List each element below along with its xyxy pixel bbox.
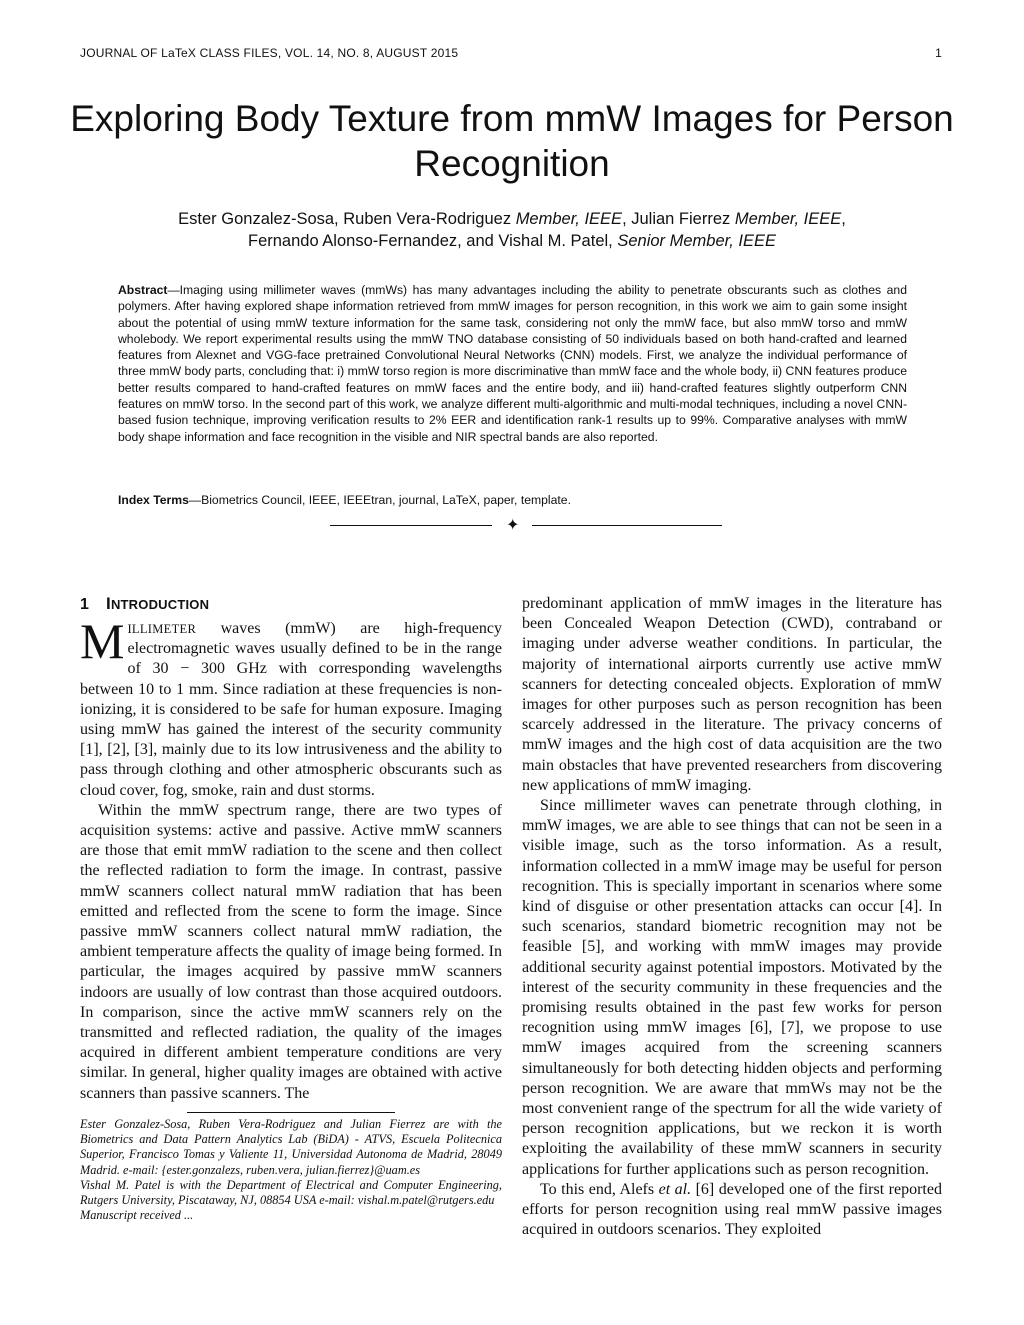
index-terms-text: —Biometrics Council, IEEE, IEEEtran, journal, LaTeX, paper, template. [188, 493, 571, 507]
author-names-1: Ester Gonzalez-Sosa, Ruben Vera-Rodriguez [178, 210, 512, 228]
running-head [80, 46, 942, 60]
intro-paragraph-4: Since millimeter waves can penetrate through clothing, in mmW images, we are able to see things that can not be seen in a visible image, such as the torso information. As a result, information collected in a mmW image may be useful for person recognition. This is specially important in scenarios where some kind of disguise or other presentation attacks can occur [4]. In such scenarios, standard biometric recognition may not be feasible [5], and working with mmW images may provide additional security against potential impostors. Motivated by the interest of the security community in these frequencies and the promising results obtained in the past few works for person recognition using mmW images [6], [7], we propose to use mmW images acquired from the screening scanners simultaneously for both detecting hidden objects and performing person recognition. We are aware that mmWs may not be the most convenient range of the spectrum for all the wide variety of person recognition applications, but we reckon it is worth exploiting the availability of these mmW scanners in security applications for further applications such as person recognition. [522, 797, 942, 1178]
section-heading-introduction [80, 594, 502, 615]
intro-paragraph-5-text-b: [6] developed one of the first reported efforts for person recognition using real mmW passive images acquired in outdoors scenarios. They exploited [522, 1180, 942, 1239]
section-title-initial: I [106, 594, 111, 613]
drop-cap: M [80, 613, 125, 669]
abstract-label: Abstract [118, 283, 168, 297]
paper-title: Exploring Body Texture from mmW Images for Person Recognition [70, 98, 954, 184]
intro-paragraph-2: Within the mmW spectrum range, there are two types of acquisition systems: active and passive. Active mmW scanners are those that emit mmW radiation to the scene and then collect the reflected radiation to form the image. In contrast, passive mmW scanners collect natural mmW radiation that has been emitted and reflected from the scene to form the image. Since passive mmW scanners collect natural mmW radiation, the ambient temperature affects the quality of image being formed. In particular, the images acquired by passive mmW scanners indoors are usually of low contrast than those acquired outdoors. In comparison, since the active mmW scanners rely on the transmitted and reflected radiation, the quality of the images acquired in different ambient temperature conditions are very similar. In general, higher quality images are obtained with active scanners than passive scanners. The [80, 801, 502, 1102]
intro-paragraph-5 [522, 1180, 942, 1241]
intro-paragraph-1 [80, 613, 502, 801]
journal-name: JOURNAL OF LaTeX CLASS FILES, VOL. 14, NO. 8, AUGUST 2015 [80, 46, 459, 60]
author-list [80, 208, 944, 252]
index-terms [118, 492, 907, 508]
abstract-text: —Imaging using millimeter waves (mmWs) has many advantages including the ability to penetrate obscurants such as clothes and polymers. After having explored shape information retrieved from mmW images for person recognition, in this work we aim to gain some insight about the potential of using mmW texture information for the same task, considering not only the mmW face, but also mmW torso and mmW wholebody. We report experimental results using the mmW TNO database consisting of 50 individuals based on both hand-crafted and learned features from Alexnet and VGG-face pretrained Convolutional Neural Networks (CNN) models. First, we analyze the individual performance of three mmW body parts, concluding that: i) mmW torso region is more discriminative than mmW face and the whole body, ii) CNN features produce better results compared to hand-crafted features on mmW faces and the entire body, and iii) hand-crafted features slightly outperform CNN features on mmW torso. In the second part of this work, we analyze different multi-algorithmic and multi-modal techniques, including a novel CNN-based fusion technique, improving verification results to 2% EER and identification rank-1 results up to 99%. Comparative analyses with mmW body shape information and face recognition in the visible and NIR spectral bands are also reported. [118, 283, 907, 444]
footnote-rule [187, 1112, 395, 1113]
author-membership-3: Senior Member, IEEE [617, 232, 776, 250]
left-column [80, 594, 502, 1104]
section-title-rest: NTRODUCTION [110, 597, 210, 612]
right-column [522, 594, 942, 1241]
separator-line-right [532, 525, 722, 526]
index-terms-label: Index Terms [118, 493, 189, 507]
author-names-2: , Julian Fierrez [622, 210, 731, 228]
intro-paragraph-1-text: waves (mmW) are high-frequency electromagnetic waves usually defined to be in the range of 30 − 300 GHz with corresponding wavelengths between 10 to 1 mm. Since radiation at these frequencies is non-ionizing, it is considered to be safe for human exposure. Imaging using mmW has gained the interest of the security community [1], [2], [3], mainly due to its low intrusiveness and the ability to pass through clothing and other atmospheric obscurants such as cloud cover, fog, smoke, rain and dust storms. [80, 620, 502, 799]
et-al: et al. [658, 1180, 692, 1198]
footnotes [80, 1117, 502, 1223]
author-membership-1: Member, IEEE [515, 210, 623, 228]
footnote-affiliation-1: Ester Gonzalez-Sosa, Ruben Vera-Rodriguez and Julian Fierrez are with the Biometrics and Data Pattern Analytics Lab (BiDA) - ATVS, Escuela Politecnica Superior, Francisco Tomas y Valiente 11, Universidad Autonoma de Madrid, 28049 Madrid. e-mail: {ester.gonzalezs, ruben.vera, julian.fierrez}@uam.es [80, 1117, 502, 1177]
footnote-manuscript: Manuscript received ... [80, 1208, 194, 1223]
author-separator: , [841, 210, 846, 228]
intro-smallcaps: ILLIMETER [127, 622, 197, 636]
intro-paragraph-3: predominant application of mmW images in the literature has been Concealed Weapon Detection (CWD), contraband or imaging under adverse weather conditions. In particular, the majority of international airports currently use active mmW scanners for detecting concealed objects. Exploration of mmW images for other purposes such as person recognition has been scarcely addressed in the literature. The privacy concerns of mmW images and the high cost of data acquisition are the two main obstacles that have prevented researchers from discovering new applications of mmW imaging. [522, 595, 942, 794]
separator-diamond-icon: ✦ [506, 515, 520, 534]
section-separator [330, 515, 722, 537]
page-number: 1 [935, 46, 942, 60]
abstract [118, 282, 907, 445]
section-number: 1 [80, 596, 90, 613]
footnote-affiliation-2: Vishal M. Patel is with the Department of Electrical and Computer Engineering, Rutgers University, Piscataway, NJ, 08854 USA e-mail: vishal.m.patel@rutgers.edu [80, 1177, 502, 1208]
intro-paragraph-5-text-a: To this end, Alefs [540, 1180, 659, 1198]
separator-line-left [330, 525, 492, 526]
author-membership-2: Member, IEEE [734, 210, 842, 228]
author-names-3: Fernando Alonso-Fernandez, and Vishal M. Patel, [248, 232, 613, 250]
